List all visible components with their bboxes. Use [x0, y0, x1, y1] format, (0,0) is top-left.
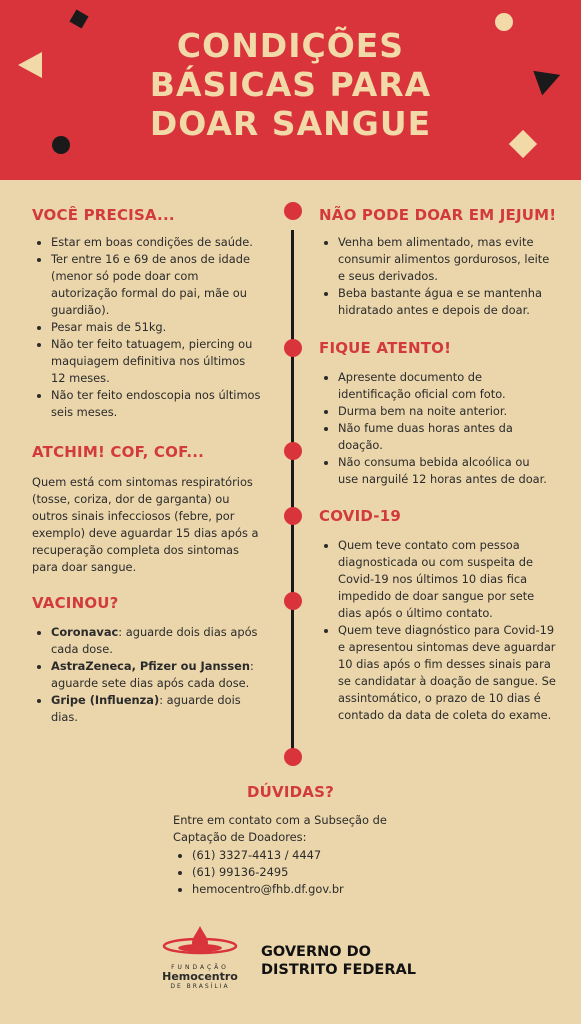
section-title-jejum: NÃO PODE DOAR EM JEJUM!	[319, 206, 557, 224]
list-item: Ter entre 16 e 69 de anos de idade (menor só pode doar com autorização formal do pai, mãe ou guardião).	[33, 251, 263, 319]
list-item: Quem teve diagnóstico para Covid-19 e apresentou sintomas deve aguardar 10 dias após o fim desses sinais para se candidatar à doação de sangue. Se assintomático, o prazo de 10 dias é contado da data de coleta do exame.	[320, 622, 556, 724]
list-item: Não ter feito tatuagem, piercing ou maquiagem definitiva nos últimos 12 meses.	[33, 336, 263, 387]
page-title	[0, 26, 581, 143]
government-logo	[261, 943, 416, 979]
header-banner	[0, 0, 581, 180]
timeline-dot	[284, 507, 302, 525]
list-item	[33, 658, 268, 692]
section-title-duvidas: DÚVIDAS?	[247, 783, 334, 801]
vaccine-rule: : aguarde sete dias após cada dose.	[51, 659, 254, 690]
jejum-list	[320, 234, 552, 319]
voce-precisa-list	[33, 234, 263, 421]
timeline-line	[291, 230, 294, 758]
gov-line: GOVERNO DO	[261, 944, 372, 960]
section-title-fique-atento: FIQUE ATENTO!	[319, 339, 452, 357]
logo-name: Hemocentro	[162, 970, 238, 983]
vacinou-list	[33, 624, 268, 726]
vaccine-name: Coronavac	[51, 625, 119, 639]
list-item: Apresente documento de identificação oficial com foto.	[320, 369, 552, 403]
vaccine-name: Gripe (Influenza)	[51, 693, 160, 707]
phone-item: (61) 99136-2495	[174, 864, 404, 881]
list-item: Não consuma bebida alcoólica ou use narguilé 12 horas antes de doar.	[320, 454, 552, 488]
fique-atento-list	[320, 369, 552, 488]
logo-small-bottom: DE BRASÍLIA	[170, 983, 230, 990]
list-item: Não ter feito endoscopia nos últimos seis meses.	[33, 387, 263, 421]
email-item: hemocentro@fhb.df.gov.br	[174, 881, 404, 898]
section-title-covid: COVID-19	[319, 507, 401, 525]
title-line: BÁSICAS PARA	[149, 65, 432, 104]
contact-list	[174, 847, 404, 898]
timeline-dot	[284, 592, 302, 610]
atchim-text: Quem está com sintomas respiratórios (tosse, coriza, dor de garganta) ou outros sinais infecciosos (febre, por exemplo) deve aguardar 15 dias após a recuperação completa dos sintomas para doar sangue.	[32, 475, 259, 574]
logo-small-top: FUNDAÇÃO	[171, 964, 229, 971]
title-line: DOAR SANGUE	[149, 104, 432, 143]
list-item: Beba bastante água e se mantenha hidratado antes e depois de doar.	[320, 285, 552, 319]
section-title-vacinou: VACINOU?	[32, 594, 119, 612]
vaccine-rule: : aguarde dois dias após cada dose.	[51, 625, 258, 656]
title-line: CONDIÇÕES	[176, 26, 405, 65]
list-item	[33, 624, 268, 658]
timeline-dot	[284, 202, 302, 220]
timeline-dot	[284, 442, 302, 460]
section-title-atchim: ATCHIM! COF, COF...	[32, 443, 205, 461]
list-item: Pesar mais de 51kg.	[33, 319, 263, 336]
covid-list	[320, 537, 556, 724]
list-item: Estar em boas condições de saúde.	[33, 234, 263, 251]
list-item: Durma bem na noite anterior.	[320, 403, 552, 420]
list-item: Quem teve contato com pessoa diagnosticada ou com suspeita de Covid-19 nos últimos 10 dias fica impedido de doar sangue por sete dias após o último contato.	[320, 537, 556, 622]
list-item: Não fume duas horas antes da doação.	[320, 420, 552, 454]
hemocentro-logo	[160, 922, 240, 994]
vaccine-name: AstraZeneca, Pfizer ou Janssen	[51, 659, 250, 673]
list-item	[33, 692, 268, 726]
vaccine-rule: : aguarde dois dias.	[51, 693, 241, 724]
gov-line: DISTRITO FEDERAL	[261, 962, 416, 978]
timeline-dot	[284, 339, 302, 357]
timeline-dot	[284, 748, 302, 766]
phone-item: (61) 3327-4413 / 4447	[174, 847, 404, 864]
list-item: Venha bem alimentado, mas evite consumir alimentos gordurosos, leite e seus derivados.	[320, 234, 552, 285]
duvidas-text: Entre em contato com a Subseção de Captação de Doadores:	[173, 813, 387, 844]
section-title-voce-precisa: VOCÊ PRECISA...	[32, 206, 175, 224]
blood-drop-logo-icon	[160, 922, 240, 958]
